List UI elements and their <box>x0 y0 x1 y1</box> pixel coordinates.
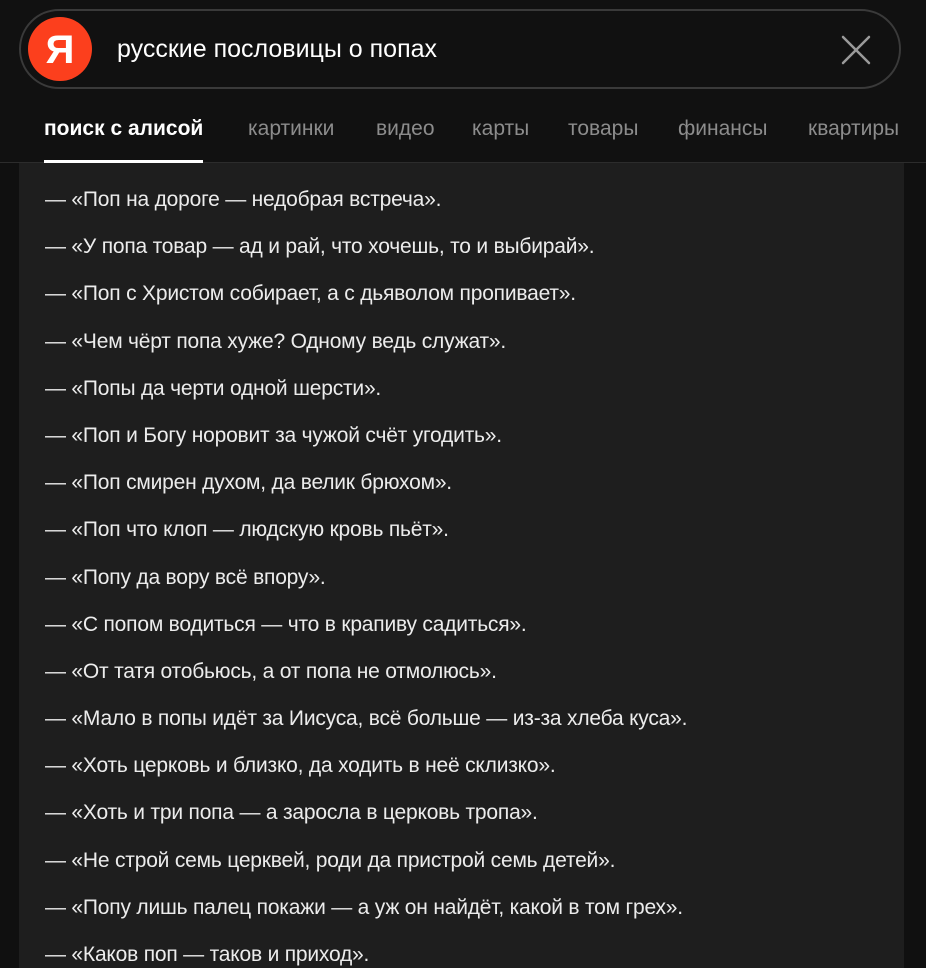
answer-panel <box>19 140 904 968</box>
list-item: — «С попом водиться — что в крапиву садиться». <box>45 612 527 636</box>
tab-maps[interactable]: карты <box>472 117 530 140</box>
list-item: — «Хоть и три попа — а заросла в церковь тропа». <box>45 801 538 825</box>
list-item: — «Попу да вору всё впору». <box>45 565 326 589</box>
list-item: — «Поп смирен духом, да велик брюхом». <box>45 471 452 495</box>
tab-finance[interactable]: финансы <box>678 117 768 140</box>
logo-letter: Я <box>45 28 75 72</box>
list-item: — «Хоть церковь и близко, да ходить в неё склизко». <box>45 754 556 778</box>
close-icon[interactable] <box>839 33 873 67</box>
tab-alice-search[interactable]: поиск с алисой <box>44 117 204 140</box>
list-item: — «Попу лишь палец покажи — а уж он найдёт, какой в том грех». <box>45 895 683 919</box>
list-item: — «Поп что клоп — людскую кровь пьёт». <box>45 518 449 542</box>
tab-video[interactable]: видео <box>376 117 435 140</box>
tab-products[interactable]: товары <box>568 117 639 140</box>
header <box>0 0 926 163</box>
list-item: — «Не строй семь церквей, роди да пристрой семь детей». <box>45 848 616 872</box>
list-item: — «Каков поп — таков и приход». <box>45 943 370 966</box>
tab-images[interactable]: картинки <box>248 117 335 140</box>
list-item: — «Мало в попы идёт за Иисуса, всё больше — из-за хлеба куса». <box>45 707 688 731</box>
list-item: — «Поп на дороге — недобрая встреча». <box>45 188 442 211</box>
list-item: — «Поп и Богу норовит за чужой счёт угодить». <box>45 423 502 447</box>
proverb-list <box>45 176 687 968</box>
list-item: — «Поп с Христом собирает, а с дьяволом пропивает». <box>45 282 576 306</box>
tab-apartments[interactable]: квартиры <box>808 117 900 140</box>
list-item: — «У попа товар — ад и рай, что хочешь, то и выбирай». <box>45 235 595 259</box>
list-item: — «Попы да черти одной шерсти». <box>45 376 382 400</box>
search-tabs <box>0 108 926 163</box>
list-item: — «Чем чёрт попа хуже? Одному ведь служат». <box>45 329 507 353</box>
yandex-logo[interactable] <box>28 17 92 81</box>
list-item: — «От татя отобьюсь, а от попа не отмолюсь». <box>45 659 497 683</box>
search-input[interactable]: русские пословицы о попах <box>117 35 438 63</box>
search-bar[interactable] <box>19 9 901 89</box>
